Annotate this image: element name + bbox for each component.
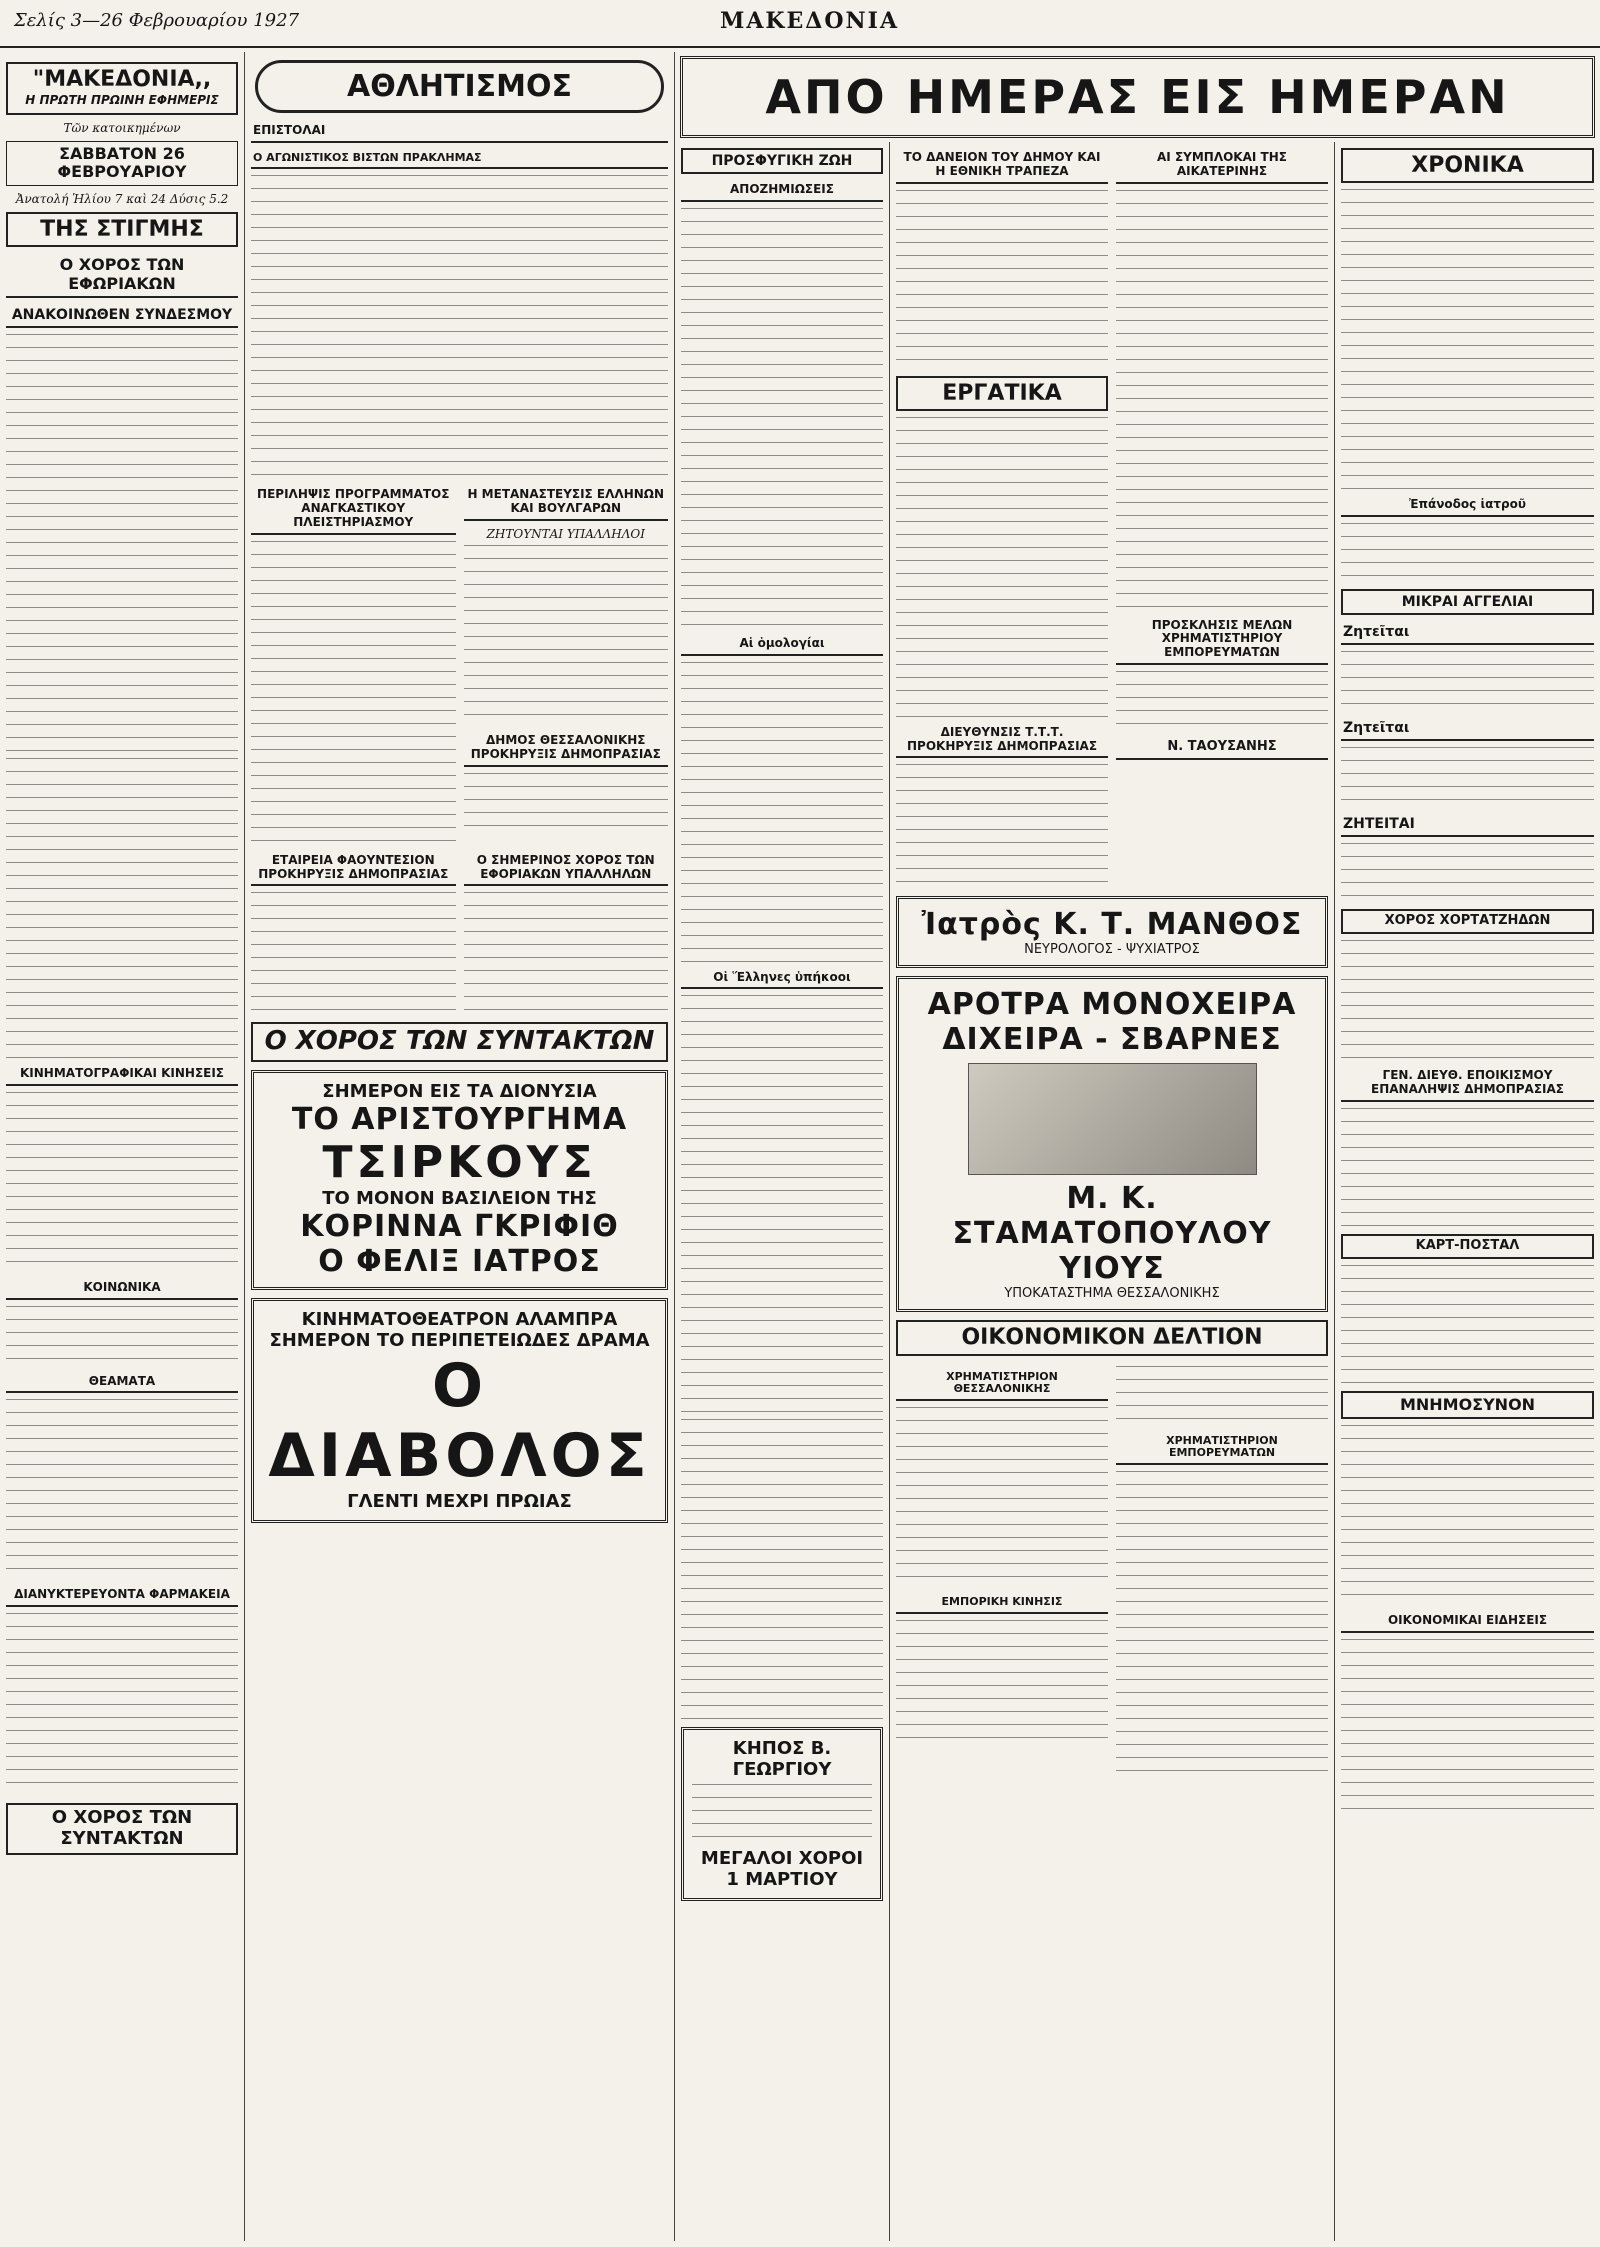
article-subtitle: ΑΝΑΚΟΙΝΩΘΕΝ ΣΥΝΔΕΣΜΟΥ: [6, 304, 238, 328]
column-4: [890, 142, 1335, 2241]
prosfygiki-body-4: [681, 1419, 883, 1719]
prosfygiki-title: ΠΡΟΣΦΥΓΙΚΗ ΖΩΗ: [681, 148, 883, 174]
art2-title: ΑΙ ΣΥΜΠΛΟΚΑΙ ΤΗΣ ΑΙΚΑΤΕΡΙΝΗΣ: [1116, 148, 1328, 184]
column-3: [675, 142, 890, 2241]
ad-plows: [896, 976, 1328, 1312]
box2-body: [464, 545, 669, 725]
ad-dionysia: [251, 1070, 668, 1290]
page-date: Σελίς 3—26 Φεβρουαρίου 1927: [14, 10, 300, 31]
econ-right: [1116, 1362, 1328, 1775]
col4-left: [896, 142, 1108, 888]
choros-chortatz: ΧΟΡΟΣ ΧΟΡΤΑΤΖΗΔΩΝ: [1341, 909, 1594, 934]
ad-kipos-body: [692, 1784, 872, 1844]
zitoun-1: Ζητεῖται: [1341, 621, 1594, 645]
mnimosyno-body: [1341, 1425, 1594, 1605]
prosfygiki-sub2: Αἱ ὁμολογίαι: [681, 634, 883, 656]
prosfygiki-sub1: ΑΠΟΖΗΜΙΩΣΕΙΣ: [681, 180, 883, 202]
article-body: [6, 334, 238, 754]
chronika-body: [1341, 189, 1594, 489]
mnimosyno-title: ΜΝΗΜΟΣΥΝΟΝ: [1341, 1391, 1594, 1419]
exch3-title: ΕΜΠΟΡΙΚΗ ΚΙΝΗΣΙΣ: [896, 1593, 1108, 1614]
footer-choros: Ο ΧΟΡΟΣ ΤΩΝ ΣΥΝΤΑΚΤΩΝ: [6, 1803, 238, 1854]
art2-body: [1116, 190, 1328, 610]
ad-dionysia-line5: ΚΟΡΙΝΝΑ ΓΚΡΙΦΙΘ: [300, 1209, 619, 1245]
ad-kipos-date: 1 ΜΑΡΤΙΟΥ: [726, 1869, 838, 1891]
epanodos-title: Ἐπάνοδος ἰατροῦ: [1341, 495, 1594, 517]
taousanis-name: Ν. ΤΑΟΥΣΑΝΗΣ: [1116, 737, 1328, 760]
column-2: [245, 52, 675, 2241]
ad-kipos-sub: ΜΕΓΑΛΟΙ ΧΟΡΟΙ: [700, 1848, 864, 1870]
ad-plows-line3: Μ. Κ. ΣΤΑΜΑΤΟΠΟΥΛΟΥ ΥΙΟΥΣ: [952, 1181, 1272, 1287]
notices-row-1: [251, 479, 668, 844]
section-theamata-body: [6, 1399, 238, 1579]
ad-dionysia-line4: ΤΟ ΜΟΝΟΝ ΒΑΣΙΛΕΙΟΝ ΤΗΣ: [322, 1188, 597, 1210]
kart-title: ΚΑΡΤ-ΠΟΣΤΑΛ: [1341, 1234, 1594, 1259]
notice-box-5: [464, 845, 669, 1017]
box2-sub: ΖΗΤΟΥΝΤΑΙ ΥΠΑΛΛΗΛΟΙ: [486, 527, 645, 542]
choros-title: Ο ΧΟΡΟΣ ΤΩΝ ΣΥΝΤΑΚΤΩΝ: [251, 1022, 668, 1062]
art1-title: ΤΟ ΔΑΝΕΙΟΝ ΤΟΥ ΔΗΜΟΥ ΚΑΙ Η ΕΘΝΙΚΗ ΤΡΑΠΕΖΑ: [896, 148, 1108, 184]
ergatika-title: ΕΡΓΑΤΙΚΑ: [896, 376, 1108, 411]
box2-title: Η ΜΕΤΑΝΑΣΤΕΥΣΙΣ ΕΛΛΗΝΩΝ ΚΑΙ ΒΟΥΛΓΑΡΩΝ: [464, 485, 669, 521]
section-koinonika-body: [6, 1306, 238, 1366]
column-1: [0, 52, 245, 2241]
choros-chortatz-body: [1341, 940, 1594, 1060]
column-5: [1335, 142, 1600, 2241]
paper-name: "ΜΑΚΕΔΟΝΙΑ,,: [32, 67, 212, 92]
ad-plows-line2: ΔΙΧΕΙΡΑ - ΣΒΑΡΝΕΣ: [942, 1022, 1282, 1058]
econ-row: [896, 1362, 1328, 1775]
prosfygiki-body-3: [681, 995, 883, 1415]
ad-dionysia-line1: ΣΗΜΕΡΟΝ ΕΙΣ ΤΑ ΔΙΟΝΥΣΙΑ: [322, 1081, 597, 1103]
col4-top-row: [896, 142, 1328, 888]
masthead: ΜΑΚΕΔΟΝΙΑ: [720, 8, 900, 34]
notice-box-1: [251, 479, 456, 844]
gen-dieuth-title: ΓΕΝ. ΔΙΕΥΘ. ΕΠΟΙΚΙΣΜΟΥ ΕΠΑΝΑΛΗΨΙΣ ΔΗΜΟΠΡΑΣΙΑΣ: [1341, 1066, 1594, 1102]
notices-row-2: [251, 845, 668, 1017]
section-kinimatografos: ΚΙΝΗΜΑΤΟΓΡΑΦΙΚΑΙ ΚΙΝΗΣΕΙΣ: [6, 1064, 238, 1086]
zitoun-2: Ζητεῖται: [1341, 717, 1594, 741]
prosfygiki-sub3: Οἱ Ἕλληνες ὑπήκοοι: [681, 968, 883, 990]
box3-title: ΔΗΜΟΣ ΘΕΣΣΑΛΟΝΙΚΗΣ ΠΡΟΚΗΡΥΞΙΣ ΔΗΜΟΠΡΑΣΙΑΣ: [464, 731, 669, 767]
sport-logo: ΑΘΛΗΤΙΣΜΟΣ: [255, 60, 664, 113]
box5-title: Ο ΣΗΜΕΡΙΝΟΣ ΧΟΡΟΣ ΤΩΝ ΕΦΟΡΙΑΚΩΝ ΥΠΑΛΛΗΛΩΝ: [464, 851, 669, 887]
ad-kipos-title: ΚΗΠΟΣ Β. ΓΕΩΡΓΙΟΥ: [732, 1738, 832, 1781]
ad-doctor-line1: Ἰατρὸς Κ. Τ. ΜΑΝΘΟΣ: [921, 907, 1303, 943]
exch1-title: ΧΡΗΜΑΤΙΣΤΗΡΙΟΝ ΘΕΣΣΑΛΟΝΙΚΗΣ: [896, 1368, 1108, 1401]
box1-title: ΠΕΡΙΛΗΨΙΣ ΠΡΟΓΡΑΜΜΑΤΟΣ ΑΝΑΓΚΑΣΤΙΚΟΥ ΠΛΕΙΣΤΗΡΙΑΣΜΟΥ: [251, 485, 456, 534]
exch2-body: [1116, 1471, 1328, 1771]
box3-body: [464, 773, 669, 833]
box5-body: [464, 892, 669, 1012]
exch3-body: [896, 1620, 1108, 1740]
banner: [680, 56, 1595, 138]
oikonomikai-title: ΟΙΚΟΝΟΜΙΚΑΙ ΕΙΔΗΣΕΙΣ: [1341, 1611, 1594, 1633]
issue-day: ΣΑΒΒΑΤΟΝ 26 ΦΕΒΡΟΥΑΡΙΟΥ: [6, 141, 238, 186]
sport-body: [251, 175, 668, 475]
oikonomikai-body: [1341, 1639, 1594, 1819]
tt-title: ΔΙΕΥΘΥΝΣΙΣ Τ.Τ.Τ. ΠΡΟΚΗΡΥΞΙΣ ΔΗΜΟΠΡΑΣΙΑΣ: [896, 723, 1108, 759]
zitoun-3-body: [1341, 843, 1594, 903]
ad-doctor: [896, 896, 1328, 968]
ad-plows-line1: ΑΡΟΤΡΑ ΜΟΝΟΧΕΙΡΑ: [927, 987, 1297, 1023]
ad-alambra-line3: Ο ΔΙΑΒΟΛΟΣ: [268, 1351, 651, 1492]
epanodos-body: [1341, 523, 1594, 583]
gen-dieuth-body: [1341, 1108, 1594, 1228]
prosklisis-title: ΠΡΟΣΚΛΗΣΙΣ ΜΕΛΩΝ ΧΡΗΜΑΤΙΣΤΗΡΙΟΥ ΕΜΠΟΡΕΥΜΑΤΩΝ: [1116, 616, 1328, 665]
paper-subtitle: Η ΠΡΩΤΗ ΠΡΩΙΝΗ ΕΦΗΜΕΡΙΣ: [25, 93, 219, 108]
ad-kipos: [681, 1727, 883, 1901]
econ-right-top: [1116, 1366, 1328, 1426]
plow-machine-icon: [968, 1063, 1257, 1175]
mikrai-title: ΜΙΚΡΑΙ ΑΓΓΕΛΙΑΙ: [1341, 589, 1594, 615]
art1-body: [896, 190, 1108, 370]
article-body-cont: [6, 758, 238, 1058]
prosfygiki-body: [681, 208, 883, 628]
edition-label: Τῶν κατοικημένων: [63, 121, 181, 136]
top-bar: [0, 0, 1600, 48]
banner-title: ΑΠΟ ΗΜΕΡΑΣ ΕΙΣ ΗΜΕΡΑΝ: [765, 70, 1510, 124]
rubric-title: ΤΗΣ ΣΤΙΓΜΗΣ: [6, 212, 238, 247]
exch2-title: ΧΡΗΜΑΤΙΣΤΗΡΙΟΝ ΕΜΠΟΡΕΥΜΑΤΩΝ: [1116, 1432, 1328, 1465]
tt-body: [896, 764, 1108, 884]
section-theamata: ΘΕΑΜΑΤΑ: [6, 1372, 238, 1394]
prosfygiki-body-2: [681, 662, 883, 962]
ad-doctor-line2: ΝΕΥΡΟΛΟΓΟΣ - ΨΥΧΙΑΤΡΟΣ: [1024, 942, 1200, 958]
box4-title: ΕΤΑΙΡΕΙΑ ΦΑΟΥΝΤΕΣΙΟΝ ΠΡΟΚΗΡΥΞΙΣ ΔΗΜΟΠΡΑΣΙΑΣ: [251, 851, 456, 887]
econ-left: [896, 1362, 1108, 1775]
notice-box-4: [251, 845, 456, 1017]
zitoun-1-body: [1341, 651, 1594, 711]
ad-alambra: [251, 1298, 668, 1523]
subhead: Ο ΑΓΩΝΙΣΤΙΚΟΣ ΒΙΣΤΩΝ ΠΡΑΚΛΗΜΑΣ: [251, 149, 668, 170]
box4-body: [251, 892, 456, 1012]
epistolai-title: ΕΠΙΣΤΟΛΑΙ: [251, 121, 668, 143]
ad-plows-line4: ΥΠΟΚΑΤΑΣΤΗΜΑ ΘΕΣΣΑΛΟΝΙΚΗΣ: [1004, 1286, 1220, 1302]
ergatika-body: [896, 417, 1108, 717]
section-pharmakeia-body: [6, 1613, 238, 1793]
notice-box-2: [464, 479, 669, 844]
section-koinonika: ΚΟΙΝΩΝΙΚΑ: [6, 1278, 238, 1300]
prosklisis-body: [1116, 671, 1328, 731]
section-pharmakeia: ΔΙΑΝΥΚΤΕΡΕΥΟΝΤΑ ΦΑΡΜΑΚΕΙΑ: [6, 1585, 238, 1607]
article-title: Ο ΧΟΡΟΣ ΤΩΝ ΕΦΩΡΙΑΚΩΝ: [6, 253, 238, 298]
exch1-body: [896, 1407, 1108, 1587]
paper-name-box: [6, 62, 238, 115]
ad-alambra-line4: ΓΛΕΝΤΙ ΜΕΧΡΙ ΠΡΩΙΑΣ: [347, 1491, 572, 1513]
ad-alambra-line1: ΚΙΝΗΜΑΤΟΘΕΑΤΡΟΝ ΑΛΑΜΠΡΑ: [301, 1309, 618, 1331]
ad-dionysia-line3: ΤΣΙΡΚΟΥΣ: [322, 1137, 597, 1189]
ad-alambra-line2: ΣΗΜΕΡΟΝ ΤΟ ΠΕΡΙΠΕΤΕΙΩΔΕΣ ΔΡΑΜΑ: [269, 1330, 650, 1352]
ad-dionysia-line2: ΤΟ ΑΡΙΣΤΟΥΡΓΗΜΑ: [291, 1102, 628, 1138]
ad-dionysia-line6: Ο ΦΕΛΙΞ ΙΑΤΡΟΣ: [318, 1244, 601, 1280]
section-kinimatografos-body: [6, 1092, 238, 1272]
kart-body: [1341, 1265, 1594, 1385]
sun-times: Ἀνατολή Ἡλίου 7 καὶ 24 Δύσις 5.2: [15, 191, 229, 206]
zitoun-3: ΖΗΤΕΙΤΑΙ: [1341, 813, 1594, 837]
zitoun-2-body: [1341, 747, 1594, 807]
box1-body: [251, 541, 456, 841]
econ-title: ΟΙΚΟΝΟΜΙΚΟΝ ΔΕΛΤΙΟΝ: [896, 1320, 1328, 1355]
col4-right: [1116, 142, 1328, 888]
chronika-title: ΧΡΟΝΙΚΑ: [1341, 148, 1594, 183]
